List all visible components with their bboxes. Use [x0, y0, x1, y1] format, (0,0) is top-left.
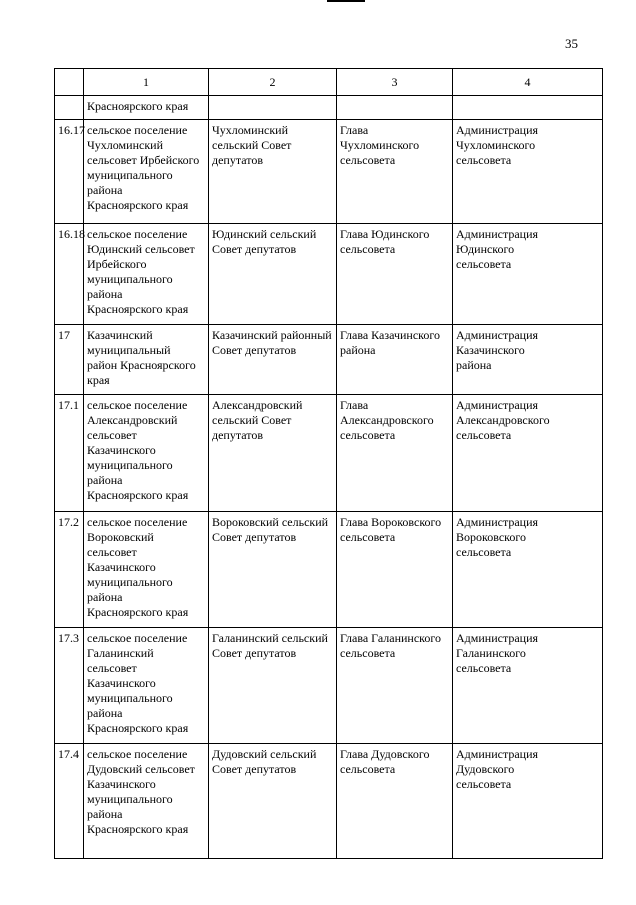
head-cell: Глава Казачинского района	[337, 325, 453, 395]
table-row	[55, 744, 603, 859]
council-cell: Чухломинский сельский Совет депутатов	[209, 120, 337, 224]
administration-cell: Администрация Александровского сельсовета	[453, 395, 603, 512]
header-cell-4: 4	[453, 69, 603, 96]
table-row	[55, 120, 603, 224]
municipality-cell: сельское поселение Юдинский сельсовет Ирбейского муниципального района Красноярского края	[84, 224, 209, 325]
council-cell: Александровский сельский Совет депутатов	[209, 395, 337, 512]
municipality-cell: сельское поселение Александровский сельсовет Казачинского муниципального района Красноярского края	[84, 395, 209, 512]
council-cell	[209, 96, 337, 120]
table-row	[55, 628, 603, 744]
table-row	[55, 224, 603, 325]
row-number-cell	[55, 96, 84, 120]
administration-cell: Администрация Дудовского сельсовета	[453, 744, 603, 859]
municipality-cell: Красноярского края	[84, 96, 209, 120]
municipality-cell: сельское поселение Чухломинский сельсовет Ирбейского муниципального района Красноярского края	[84, 120, 209, 224]
municipality-cell: сельское поселение Дудовский сельсовет Казачинского муниципального района Красноярского края	[84, 744, 209, 859]
council-cell: Вороковский сельский Совет депутатов	[209, 512, 337, 628]
row-number-cell: 17.4	[55, 744, 84, 859]
header-cell-number	[55, 69, 84, 96]
row-number-cell: 17.3	[55, 628, 84, 744]
table-row	[55, 96, 603, 120]
council-cell: Юдинский сельский Совет депутатов	[209, 224, 337, 325]
row-number-cell: 16.18	[55, 224, 84, 325]
row-number-cell: 17.1	[55, 395, 84, 512]
row-number-cell: 17	[55, 325, 84, 395]
head-cell	[337, 96, 453, 120]
table-row	[55, 395, 603, 512]
head-cell: Глава Юдинского сельсовета	[337, 224, 453, 325]
head-cell: Глава Вороковского сельсовета	[337, 512, 453, 628]
administration-cell: Администрация Юдинского сельсовета	[453, 224, 603, 325]
administration-cell: Администрация Вороковского сельсовета	[453, 512, 603, 628]
administration-cell	[453, 96, 603, 120]
header-cell-1: 1	[84, 69, 209, 96]
council-cell: Казачинский районный Совет депутатов	[209, 325, 337, 395]
table-row	[55, 512, 603, 628]
council-cell: Галанинский сельский Совет депутатов	[209, 628, 337, 744]
header-cell-3: 3	[337, 69, 453, 96]
row-number-cell: 16.17	[55, 120, 84, 224]
table-header-row	[55, 69, 603, 96]
head-cell: Глава Александровского сельсовета	[337, 395, 453, 512]
administration-cell: Администрация Казачинского района	[453, 325, 603, 395]
top-rule	[327, 0, 365, 2]
header-cell-2: 2	[209, 69, 337, 96]
head-cell: Глава Чухломинского сельсовета	[337, 120, 453, 224]
municipality-cell: сельское поселение Галанинский сельсовет Казачинского муниципального района Красноярского края	[84, 628, 209, 744]
table-row	[55, 325, 603, 395]
head-cell: Глава Галанинского сельсовета	[337, 628, 453, 744]
municipality-cell: Казачинский муниципальный район Красноярского края	[84, 325, 209, 395]
row-number-cell: 17.2	[55, 512, 84, 628]
municipal-bodies-table	[54, 68, 603, 859]
council-cell: Дудовский сельский Совет депутатов	[209, 744, 337, 859]
municipality-cell: сельское поселение Вороковский сельсовет Казачинского муниципального района Красноярского края	[84, 512, 209, 628]
administration-cell: Администрация Галанинского сельсовета	[453, 628, 603, 744]
administration-cell: Администрация Чухломинского сельсовета	[453, 120, 603, 224]
head-cell: Глава Дудовского сельсовета	[337, 744, 453, 859]
page-number: 35	[565, 36, 578, 51]
